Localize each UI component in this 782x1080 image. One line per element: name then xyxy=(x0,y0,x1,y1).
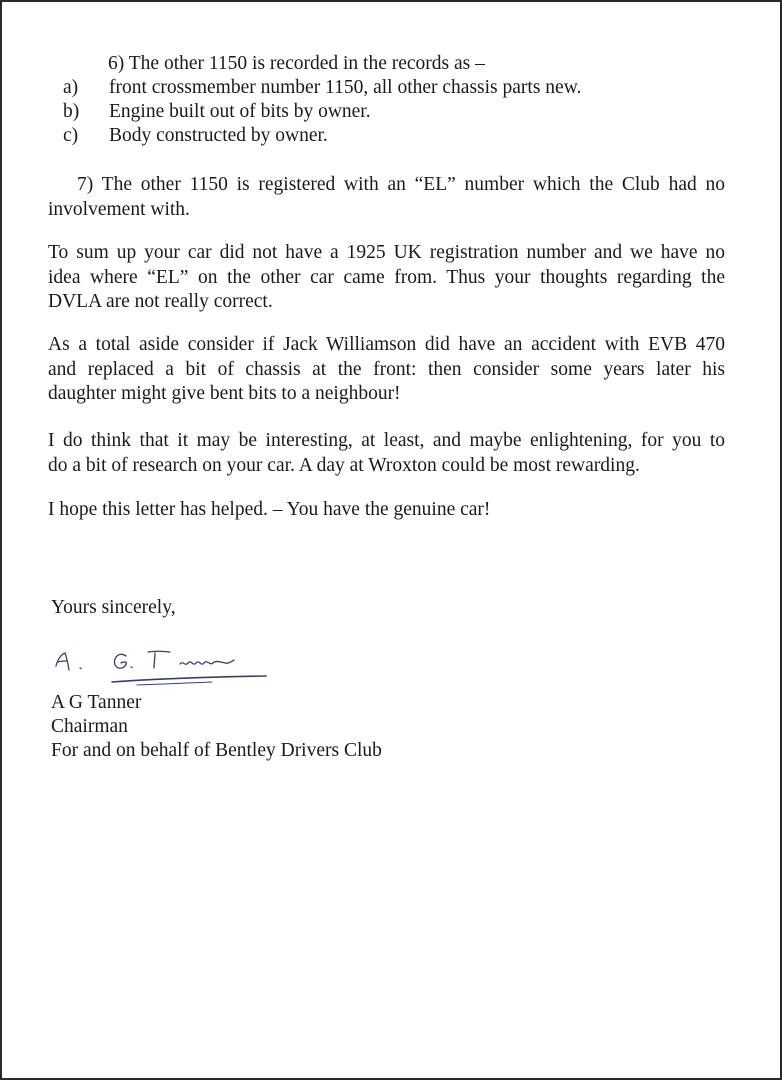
paragraph-line: 7) The other 1150 is registered with an “EL” number which the Club had no xyxy=(77,174,725,195)
hope-paragraph: I hope this letter has helped. – You have the genuine car! xyxy=(48,499,491,520)
paragraph-line: To sum up your car did not have a 1925 UK registration number and we have no xyxy=(48,242,725,263)
paragraph-line: I do think that it may be interesting, at least, and maybe enlightening, for you to xyxy=(48,430,725,451)
signatory-name: A G Tanner xyxy=(51,692,142,713)
summary-paragraph xyxy=(48,241,725,315)
paragraph-line: and replaced a bit of chassis at the front: then consider some years later his xyxy=(48,358,725,380)
item-6-intro: 6) The other 1150 is recorded in the records as – xyxy=(108,53,485,74)
signatory-organization: For and on behalf of Bentley Drivers Club xyxy=(51,740,382,761)
subitem-text: front crossmember number 1150, all other chassis parts new. xyxy=(109,77,582,98)
paragraph-line: do a bit of research on your car. A day at Wroxton could be most rewarding. xyxy=(48,454,640,476)
paragraph-line: As a total aside consider if Jack Williamson did have an accident with EVB 470 xyxy=(48,334,725,355)
signatory-title: Chairman xyxy=(51,716,128,737)
subitem-marker: c) xyxy=(63,125,79,146)
subitem-marker: a) xyxy=(63,77,79,98)
closing-salutation: Yours sincerely, xyxy=(51,597,176,618)
subitem-marker: b) xyxy=(63,101,80,122)
subitem-text: Body constructed by owner. xyxy=(109,125,328,146)
subitem-text: Engine built out of bits by owner. xyxy=(109,101,371,122)
item-7-paragraph xyxy=(48,173,725,222)
handwritten-signature xyxy=(42,640,282,690)
paragraph-line: DVLA are not really correct. xyxy=(48,291,273,312)
item-6-subitem-c xyxy=(63,124,328,148)
item-6-subitem-a xyxy=(63,76,581,100)
research-paragraph xyxy=(48,429,725,478)
item-6-subitem-b xyxy=(63,100,371,124)
paragraph-line: involvement with. xyxy=(48,198,190,220)
paragraph-line: idea where “EL” on the other car came from. Thus your thoughts regarding the xyxy=(48,266,725,288)
paragraph-line: daughter might give bent bits to a neighbour! xyxy=(48,383,401,404)
aside-paragraph xyxy=(48,333,725,407)
